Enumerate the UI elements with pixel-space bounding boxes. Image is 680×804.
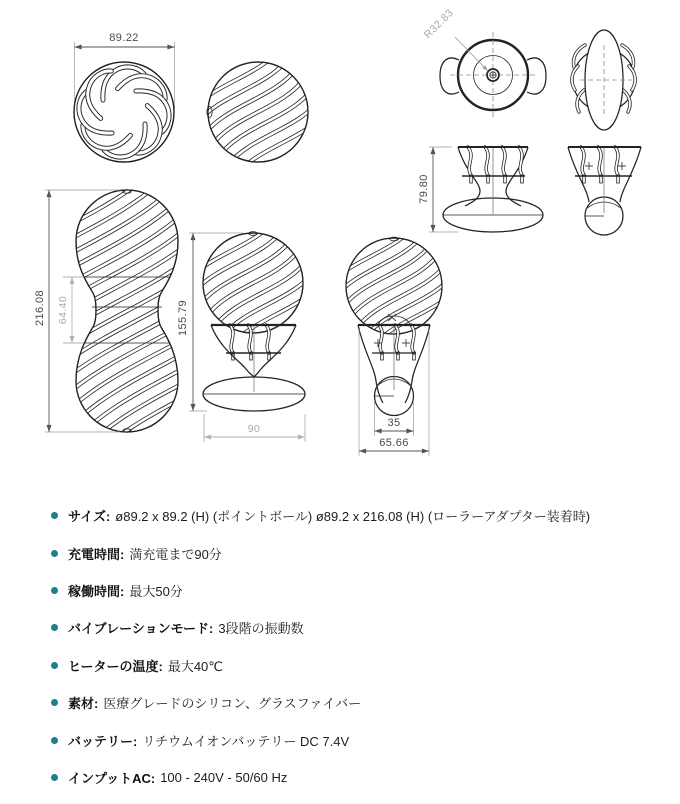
- dim-top-view-radius: R32.83: [421, 6, 456, 41]
- dim-waist-height: 64.40: [57, 295, 69, 325]
- spec-value: 最大40℃: [167, 658, 223, 674]
- spec-value: 3段階の振動数: [218, 621, 304, 637]
- view-roller-top: [422, 7, 546, 118]
- spec-label: インプットAC:: [68, 770, 156, 786]
- view-roller-side: [572, 30, 635, 130]
- bullet-icon: [51, 550, 58, 557]
- view-ball-spiral-front: [74, 32, 175, 162]
- spec-label: ヒーターの温度:: [68, 658, 163, 674]
- spec-value: ø89.2 x 89.2 (H) (ポイントボール) ø89.2 x 216.08 (H) (ローラーアダプター装着時): [115, 509, 591, 525]
- spec-value: 最大50分: [129, 583, 183, 599]
- dim-point-ball-height: 155.79: [177, 299, 189, 337]
- spec-item-material: [51, 684, 590, 721]
- spec-value: 医療グレードのシリコン、グラスファイバー: [103, 696, 362, 712]
- spec-value: 満充電まで90分: [129, 546, 222, 562]
- view-point-adapter-side: [568, 147, 641, 235]
- spec-item-run-time: [51, 572, 590, 609]
- dim-adapter-width: 65.66: [379, 437, 409, 449]
- bullet-icon: [51, 662, 58, 669]
- datum-cross-marks: [585, 162, 626, 170]
- spec-label: 充電時間:: [68, 546, 125, 562]
- spec-label: バイブレーションモード:: [68, 621, 214, 637]
- view-base-assembly-front: [173, 204, 332, 442]
- bullet-icon: [51, 587, 58, 594]
- dim-roller-total-height: 216.08: [34, 289, 46, 327]
- spec-item-size: [51, 497, 590, 534]
- bullet-icon: [51, 624, 58, 631]
- view-ball-spiral-side: [178, 33, 337, 191]
- dim-ball-diameter: 89.22: [109, 32, 139, 44]
- spec-item-vibration-mode: [51, 609, 590, 646]
- spec-item-heater-temp: [51, 647, 590, 684]
- spec-value: リチウムイオンバッテリー DC 7.4V: [142, 733, 350, 749]
- spec-item-input-ac: [51, 759, 590, 796]
- spec-item-charge-time: [51, 534, 590, 571]
- dim-base-diameter: 90: [247, 423, 261, 435]
- spec-label: 素材:: [68, 696, 99, 712]
- bullet-icon: [51, 774, 58, 781]
- bullet-icon: [51, 512, 58, 519]
- spec-label: バッテリー:: [68, 733, 138, 749]
- spec-item-battery: [51, 721, 590, 758]
- dim-stem-ball-diameter: 35: [387, 417, 401, 429]
- dim-side-adapter-height: 79.80: [418, 174, 430, 204]
- view-base-adapter-side: [418, 147, 543, 232]
- spec-value: 100 - 240V - 50/60 Hz: [160, 769, 288, 785]
- spec-label: サイズ:: [68, 509, 111, 525]
- bullet-icon: [51, 699, 58, 706]
- spec-list: [51, 497, 590, 796]
- spec-label: 稼働時間:: [68, 583, 125, 599]
- bullet-icon: [51, 737, 58, 744]
- view-point-assembly-front: [318, 210, 471, 456]
